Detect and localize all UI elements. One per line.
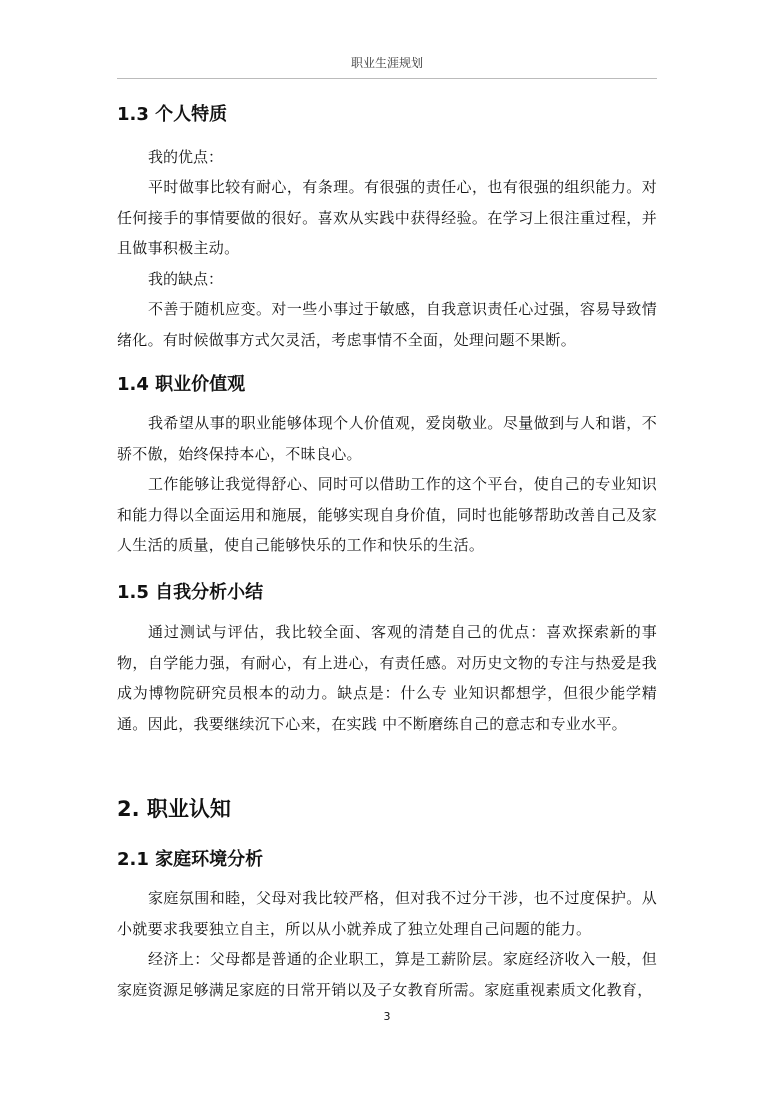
family-paragraph-1: 家庭氛围和睦，父母对我比较严格，但对我不过分干涉，也不过度保护。从小就要求我要独立自主，所以从小就养成了独立处理自己问题的能力。 <box>117 889 657 938</box>
family-paragraph-2: 经济上：父母都是普通的企业职工，算是工薪阶层。家庭经济收入一般，但家庭资源足够满足家庭的日常开销以及子女教育所需。家庭重视素质文化教育， <box>117 950 657 999</box>
values-paragraph-2: 工作能够让我觉得舒心、同时可以借助工作的这个平台，使自己的专业知识和能力得以全面运用和施展，能够实现自身价值，同时也能够帮助改善自己及家人生活的质量，使自己能够快乐的工作和快乐的生活。 <box>117 475 657 554</box>
header-divider <box>117 78 657 79</box>
heading-1-3: 1.3 个人特质 <box>117 104 228 125</box>
heading-2: 2. 职业认知 <box>117 797 231 821</box>
strengths-label: 我的优点： <box>148 148 224 166</box>
weaknesses-paragraph: 不善于随机应变。对一些小事过于敏感，自我意识责任心过强，容易导致情绪化。有时候做事方式欠灵活，考虑事情不全面，处理问题不果断。 <box>117 300 657 349</box>
values-paragraph-1: 我希望从事的职业能够体现个人价值观，爱岗敬业。尽量做到与人和谐，不骄不傲，始终保持本心，不昧良心。 <box>117 414 657 463</box>
weaknesses-label: 我的缺点： <box>148 270 224 288</box>
heading-1-5: 1.5 自我分析小结 <box>117 582 264 603</box>
summary-paragraph: 通过测试与评估，我比较全面、客观的清楚自己的优点：喜欢探索新的事物，自学能力强，有耐心，有上进心，有责任感。对历史文物的专注与热爱是我成为博物院研究员根本的动力。缺点是：什么专 业知识都想学，但很少能学精通。因此，我要继续沉下心来，在实践 中不断磨练自己的意志和专业水平。 <box>117 623 657 733</box>
strengths-paragraph: 平时做事比较有耐心，有条理。有很强的责任心，也有很强的组织能力。对任何接手的事情要做的很好。喜欢从实践中获得经验。在学习上很注重过程，并且做事积极主动。 <box>117 178 657 257</box>
page-header: 职业生涯规划 <box>350 56 423 70</box>
page-number: 3 <box>383 1010 391 1023</box>
heading-1-4: 1.4 职业价值观 <box>117 374 246 395</box>
heading-2-1: 2.1 家庭环境分析 <box>117 849 264 870</box>
